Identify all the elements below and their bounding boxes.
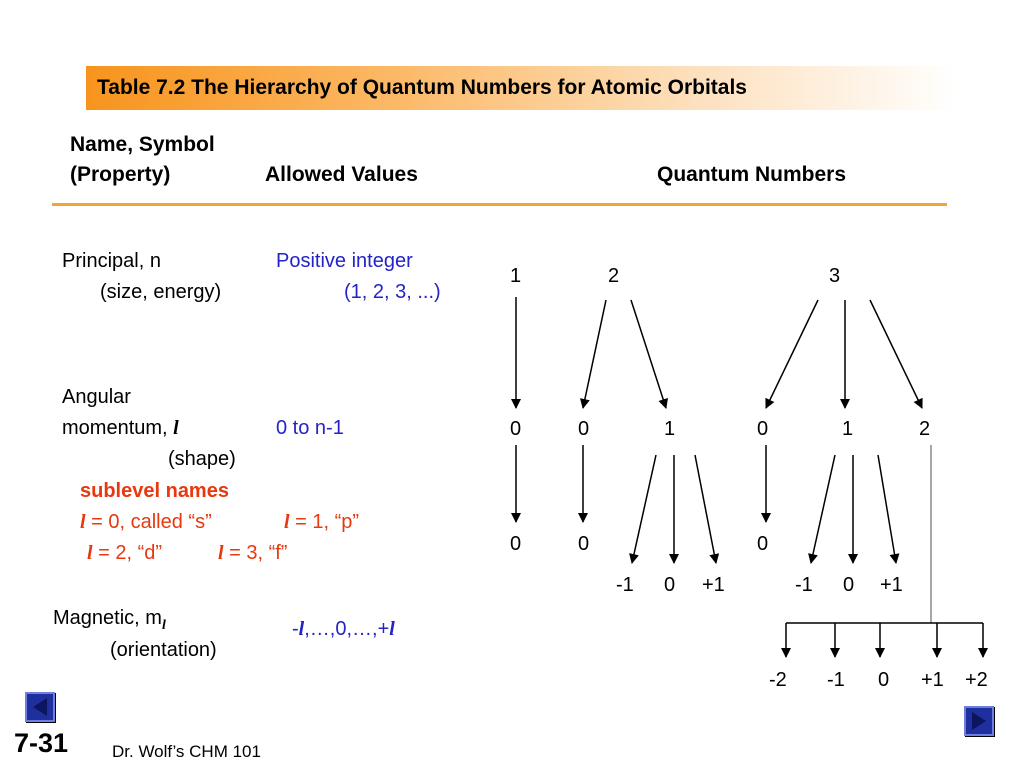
ml-value: +1 <box>702 574 725 596</box>
l-value: 2 <box>919 418 931 440</box>
ml-value: +1 <box>880 574 903 596</box>
header-allowed-values: Allowed Values <box>265 163 418 186</box>
sublevel-symbol: l <box>80 511 86 533</box>
table-title: Table 7.2 The Hierarchy of Quantum Numbers for Atomic Orbitals <box>97 76 747 99</box>
ml-value: -1 <box>795 574 813 596</box>
arrow-n2-l1 <box>631 300 666 408</box>
nav-back-icon <box>25 692 55 722</box>
angular-symbol: l <box>173 417 179 439</box>
magnetic-name-text: Magnetic, m <box>53 607 162 629</box>
n-value-3: 3 <box>829 265 841 287</box>
magnetic-allowed-symbol: l <box>298 618 305 640</box>
sublevel-f-text: = 3, “f” <box>223 542 288 564</box>
nav-back-button[interactable] <box>25 692 55 722</box>
header-property: (Property) <box>70 163 171 186</box>
principal-allowed: Positive integer <box>276 250 413 272</box>
angular-momentum-text: momentum, <box>62 417 168 439</box>
ml-value: -1 <box>827 669 845 691</box>
header-quantum-numbers: Quantum Numbers <box>657 163 847 186</box>
l-value: 0 <box>757 418 769 440</box>
magnetic-property: (orientation) <box>110 639 217 661</box>
nav-forward-button[interactable] <box>964 706 994 736</box>
arrow-l1-ml-plus1 <box>878 455 896 563</box>
ml-value: +2 <box>965 669 988 691</box>
magnetic-allowed-symbol-end: l <box>389 618 395 640</box>
ml-value: 0 <box>510 533 522 555</box>
sublevel-d-text: = 2, “d” <box>92 542 163 564</box>
ml-value: +1 <box>921 669 944 691</box>
nav-forward-icon <box>964 706 994 736</box>
n-value-2: 2 <box>608 265 620 287</box>
magnetic-subscript: l <box>161 618 166 633</box>
arrow-n2-l0 <box>583 300 606 408</box>
slide-number: 7-31 <box>14 728 69 758</box>
l-value: 0 <box>578 418 590 440</box>
arrow-l1-ml-plus1 <box>695 455 716 563</box>
ml-value: 0 <box>843 574 855 596</box>
sublevel-symbol: l <box>218 542 224 564</box>
sublevel-symbol: l <box>87 542 93 564</box>
arrow-n3-l0 <box>766 300 818 408</box>
ml-value: -1 <box>616 574 634 596</box>
ml-value: 0 <box>757 533 769 555</box>
sublevel-p-text: = 1, “p” <box>289 511 360 533</box>
principal-allowed-values: (1, 2, 3, ...) <box>344 281 441 303</box>
l-value: 1 <box>664 418 676 440</box>
ml-value: 0 <box>664 574 676 596</box>
arrow-n3-l2 <box>870 300 922 408</box>
angular-allowed: 0 to n-1 <box>276 417 344 439</box>
footer-course: Dr. Wolf’s CHM 101 <box>112 742 261 761</box>
magnetic-allowed-prefix: - <box>292 618 299 640</box>
principal-property: (size, energy) <box>100 281 222 303</box>
ml-value: 0 <box>878 669 890 691</box>
principal-name: Principal, n <box>62 250 161 272</box>
magnetic-allowed-middle: ,…,0,…,+ <box>304 618 390 640</box>
arrow-l1-ml-minus1 <box>811 455 835 563</box>
angular-name: Angular <box>62 386 131 408</box>
sublevel-s-text: = 0, called “s” <box>85 511 212 533</box>
ml-value: 0 <box>578 533 590 555</box>
n-value-1: 1 <box>510 265 522 287</box>
sublevel-heading: sublevel names <box>80 480 229 502</box>
ml-value: -2 <box>769 669 787 691</box>
angular-property: (shape) <box>168 448 236 470</box>
header-name-symbol: Name, Symbol <box>70 133 215 156</box>
l-value: 1 <box>842 418 854 440</box>
sublevel-symbol: l <box>284 511 290 533</box>
arrow-l1-ml-minus1 <box>632 455 656 563</box>
l-value: 0 <box>510 418 522 440</box>
